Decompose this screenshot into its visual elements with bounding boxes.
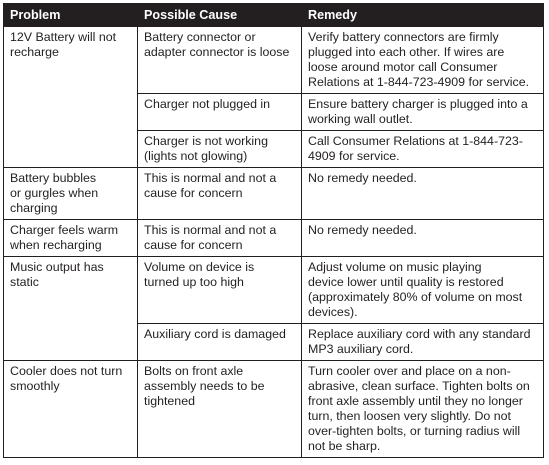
header-row xyxy=(4,4,544,27)
problem-cell: 12V Battery will not recharge xyxy=(4,27,138,168)
table-row xyxy=(4,361,544,458)
remedy-cell: Call Consumer Relations at 1-844-723- 4909 for service. xyxy=(302,131,544,168)
cause-cell: Bolts on front axle assembly needs to be tightened xyxy=(138,361,302,458)
cause-cell: Auxiliary cord is damaged xyxy=(138,324,302,361)
problem-cell: Cooler does not turn smoothly xyxy=(4,361,138,458)
cause-cell: Volume on device is turned up too high xyxy=(138,257,302,324)
table-row xyxy=(4,168,544,220)
remedy-cell: No remedy needed. xyxy=(302,168,544,220)
remedy-cell: Adjust volume on music playing device lower until quality is restored (approximately 80% of volume on most devices). xyxy=(302,257,544,324)
remedy-cell: Ensure battery charger is plugged into a working wall outlet. xyxy=(302,94,544,131)
table-row xyxy=(4,257,544,324)
cause-cell: Charger is not working (lights not glowing) xyxy=(138,131,302,168)
remedy-cell: Turn cooler over and place on a non- abrasive, clean surface. Tighten bolts on front axle assembly until they no longer turn, then loosen very slightly. Do not over-tighten bolts, or turning radius will not be sharp. xyxy=(302,361,544,458)
remedy-cell: Verify battery connectors are firmly plugged into each other. If wires are loose around motor call Consumer Relations at 1-844-723-4909 for service. xyxy=(302,27,544,94)
problem-cell: Battery bubbles or gurgles when charging xyxy=(4,168,138,220)
header-problem: Problem xyxy=(4,4,138,27)
cause-cell: Charger not plugged in xyxy=(138,94,302,131)
table-row xyxy=(4,27,544,94)
problem-cell: Music output has static xyxy=(4,257,138,361)
cause-cell: This is normal and not a cause for concern xyxy=(138,168,302,220)
remedy-cell: Replace auxiliary cord with any standard MP3 auxiliary cord. xyxy=(302,324,544,361)
troubleshooting-table xyxy=(3,3,544,458)
table-row xyxy=(4,220,544,257)
problem-cell: Charger feels warm when recharging xyxy=(4,220,138,257)
cause-cell: Battery connector or adapter connector is loose xyxy=(138,27,302,94)
cause-cell: This is normal and not a cause for concern xyxy=(138,220,302,257)
header-possible-cause: Possible Cause xyxy=(138,4,302,27)
header-remedy: Remedy xyxy=(302,4,544,27)
remedy-cell: No remedy needed. xyxy=(302,220,544,257)
